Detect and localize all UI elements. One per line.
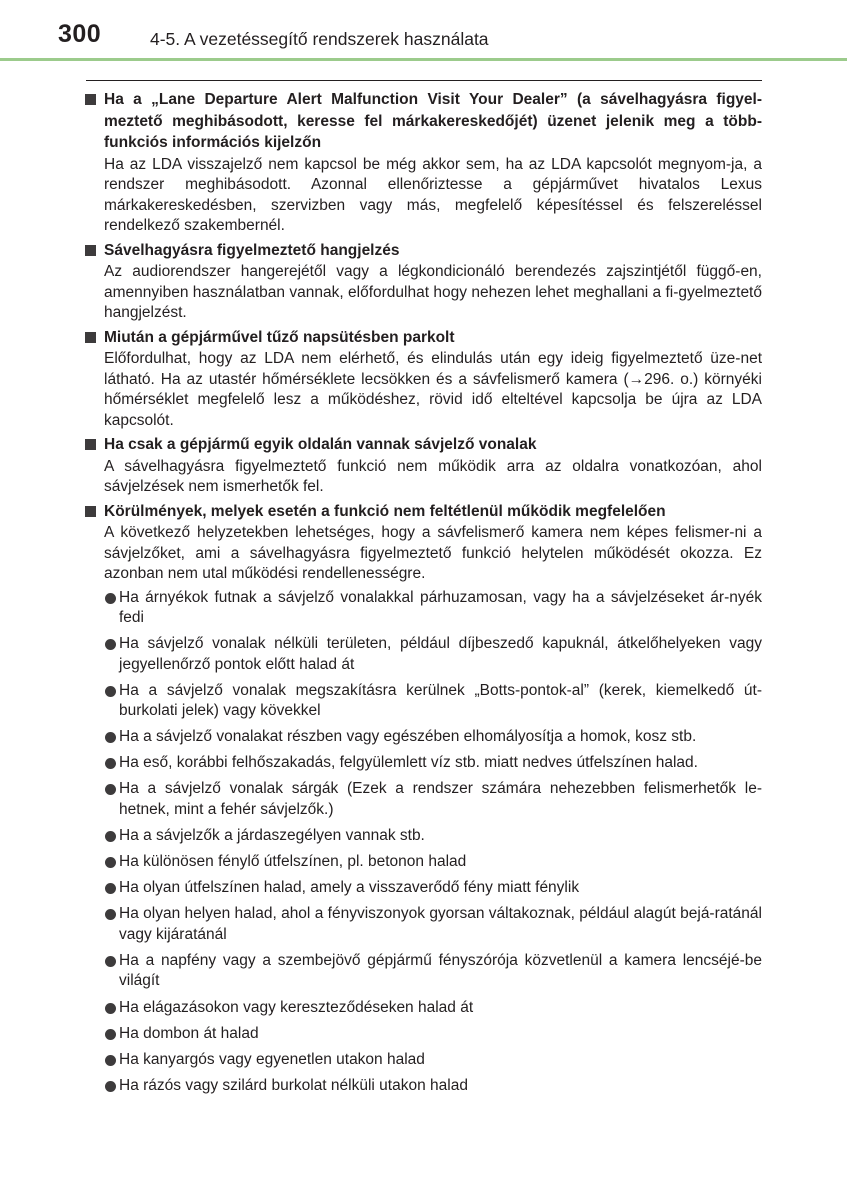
round-bullet-icon xyxy=(105,686,116,697)
list-item: Ha a sávjelző vonalakat részben vagy egészében elhomályosítja a homok, kosz stb. xyxy=(84,727,762,748)
list-item: Ha különösen fénylő útfelszínen, pl. betonon halad xyxy=(84,852,762,873)
section-title: Ha a „Lane Departure Alert Malfunction Visit Your Dealer” (a sávelhagyásra figyel-meztető meghibásodott, keresse fel márkakereskedőjét) üzenet jelenik meg a több-funkciós információs kijelzőn xyxy=(84,89,762,154)
list-item: Ha a sávjelző vonalak megszakításra kerülnek „Botts-pontok-al” (kerek, kiemelkedő út-burkolati jelek) vagy kövekkel xyxy=(84,681,762,722)
header-divider xyxy=(0,58,847,61)
section-conditions xyxy=(84,501,762,1097)
round-bullet-icon xyxy=(105,909,116,920)
section-body: A következő helyzetekben lehetséges, hogy a sávfelismerő kamera nem képes felismer-ni a sávjelzőket, ami a sávelhagyásra figyelmeztető funkció helytelen működését okozza. Ez azonban nem utal működési rendellenességre. xyxy=(104,524,762,582)
square-bullet-icon xyxy=(85,439,96,450)
list-item: Ha a napfény vagy a szembejövő gépjármű fényszórója közvetlenül a kamera lencséjé-be világít xyxy=(84,951,762,992)
section-title: Ha csak a gépjármű egyik oldalán vannak sávjelző vonalak xyxy=(84,434,762,456)
round-bullet-icon xyxy=(105,831,116,842)
section-title: Sávelhagyásra figyelmeztető hangjelzés xyxy=(84,240,762,262)
round-bullet-icon xyxy=(105,956,116,967)
square-bullet-icon xyxy=(85,506,96,517)
round-bullet-icon xyxy=(105,857,116,868)
list-item: Ha árnyékok futnak a sávjelző vonalakkal párhuzamosan, vagy ha a sávjelzéseket ár-nyék fedi xyxy=(84,588,762,629)
conditions-list xyxy=(84,588,762,1097)
round-bullet-icon xyxy=(105,732,116,743)
round-bullet-icon xyxy=(105,639,116,650)
content-top-rule xyxy=(86,80,762,81)
section-body: Az audiorendszer hangerejétől vagy a légkondicionáló berendezés zajszintjétől függő-en, amennyiben használatban vannak, előfordulhat hogy nehezen lehet meghallani a fi-gyelmeztető hangjelzést. xyxy=(104,263,762,321)
round-bullet-icon xyxy=(105,758,116,769)
section-title: Körülmények, melyek esetén a funkció nem feltétlenül működik megfelelően xyxy=(84,501,762,523)
square-bullet-icon xyxy=(85,332,96,343)
section-one-side-lines xyxy=(84,434,762,498)
page-number: 300 xyxy=(58,20,102,48)
section-body: Előfordulhat, hogy az LDA nem elérhető, és elindulás után egy ideig figyelmeztető üze-net látható. Ha az utastér hőmérséklete lecsökken és a sávfelismerő kamera (→296. o.) környéki hőmérséklet megfelelő lesz a működéshez, rövid idő elteltével kapcsolja be újra az LDA kapcsolót. xyxy=(104,350,762,429)
round-bullet-icon xyxy=(105,1081,116,1092)
page-header xyxy=(0,0,847,62)
section-buzzer xyxy=(84,240,762,324)
round-bullet-icon xyxy=(105,1055,116,1066)
list-item: Ha olyan helyen halad, ahol a fényviszonyok gyorsan váltakoznak, például alagút bejá-ratánál vagy kijáratánál xyxy=(84,904,762,945)
section-body: A sávelhagyásra figyelmeztető funkció nem működik arra az oldalra vonatkozóan, ahol sávjelzések nem ismerhetők fel. xyxy=(104,457,762,495)
list-item: Ha elágazásokon vagy kereszteződéseken halad át xyxy=(84,998,762,1019)
chapter-title: 4-5. A vezetéssegítő rendszerek használata xyxy=(150,29,489,49)
list-item: Ha eső, korábbi felhőszakadás, felgyülemlett víz stb. miatt nedves útfelszínen halad. xyxy=(84,753,762,774)
section-malfunction xyxy=(84,89,762,237)
round-bullet-icon xyxy=(105,1029,116,1040)
list-item: Ha a sávjelző vonalak sárgák (Ezek a rendszer számára nehezebben felismerhetők le-hetnek, mint a fehér sávjelzők.) xyxy=(84,779,762,820)
round-bullet-icon xyxy=(105,883,116,894)
square-bullet-icon xyxy=(85,245,96,256)
page-content xyxy=(84,89,762,1102)
round-bullet-icon xyxy=(105,593,116,604)
list-item: Ha olyan útfelszínen halad, amely a visszaverődő fény miatt fénylik xyxy=(84,878,762,899)
section-parked-sun xyxy=(84,327,762,432)
list-item: Ha sávjelző vonalak nélküli területen, például díjbeszedő kapuknál, átkelőhelyeken vagy jegyellenőrző pontok előtt halad át xyxy=(84,634,762,675)
list-item: Ha rázós vagy szilárd burkolat nélküli utakon halad xyxy=(84,1076,762,1097)
list-item: Ha a sávjelzők a járdaszegélyen vannak stb. xyxy=(84,826,762,847)
list-item: Ha kanyargós vagy egyenetlen utakon halad xyxy=(84,1050,762,1071)
section-title: Miután a gépjárművel tűző napsütésben parkolt xyxy=(84,327,762,349)
round-bullet-icon xyxy=(105,1003,116,1014)
round-bullet-icon xyxy=(105,784,116,795)
list-item: Ha dombon át halad xyxy=(84,1024,762,1045)
square-bullet-icon xyxy=(85,94,96,105)
section-body: Ha az LDA visszajelző nem kapcsol be még akkor sem, ha az LDA kapcsolót megnyom-ja, a rendszer meghibásodott. Azonnal ellenőriztesse a gépjárművet hivatalos Lexus márkakereskedésben, szervizben vagy más, megfelelő képesítéssel és felszereléssel rendelkező szakembernél. xyxy=(104,155,762,234)
